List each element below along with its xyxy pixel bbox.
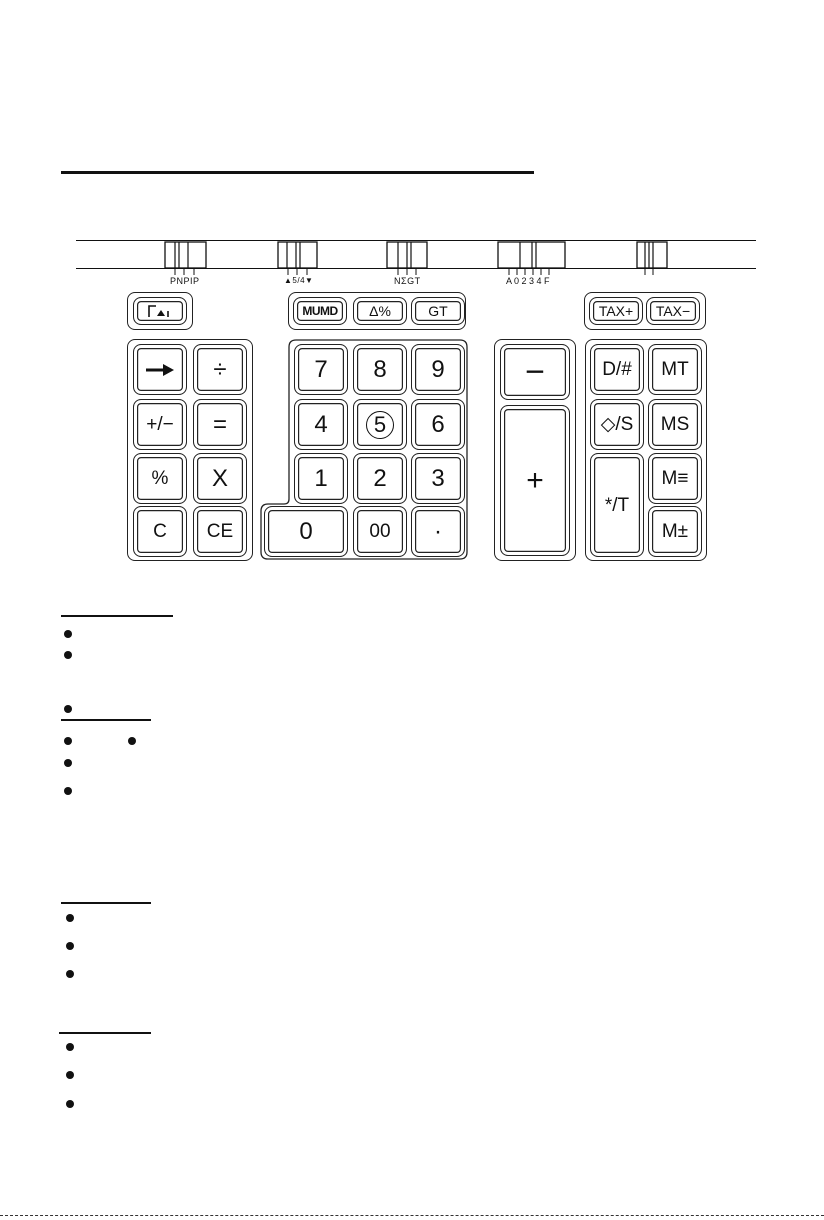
eight-key[interactable]: 8 — [353, 344, 407, 395]
bullet — [64, 737, 72, 745]
section-1-underline — [61, 615, 173, 617]
one-key[interactable]: 1 — [294, 453, 348, 504]
section-4-underline — [59, 1032, 151, 1034]
grand-total-key[interactable]: GT — [411, 297, 465, 325]
multiply-key[interactable]: X — [193, 453, 247, 504]
subtotal-key[interactable]: ◇/S — [590, 399, 644, 450]
bullet — [66, 914, 74, 922]
nine-key[interactable]: 9 — [411, 344, 465, 395]
bullet — [64, 759, 72, 767]
power-switch[interactable] — [636, 241, 670, 285]
plus-key[interactable]: + — [500, 405, 570, 556]
seven-key[interactable]: 7 — [294, 344, 348, 395]
decimal-point-key[interactable]: · — [411, 506, 465, 557]
percent-key[interactable]: % — [133, 453, 187, 504]
section-3-underline — [61, 902, 151, 904]
bullet — [64, 630, 72, 638]
title-underline — [61, 171, 534, 174]
decimal-switch-labels: A 0 2 3 4 F — [506, 276, 550, 286]
bullet — [64, 787, 72, 795]
paper-feed-icon — [147, 303, 173, 319]
zero-key[interactable]: 0 — [264, 506, 348, 557]
bullet — [128, 737, 136, 745]
memory-plus-minus-key[interactable]: M± — [648, 506, 702, 557]
bullet — [66, 970, 74, 978]
bullet — [66, 942, 74, 950]
print-switch-labels: PNPIP — [170, 276, 200, 286]
section-2-underline — [61, 719, 151, 721]
tax-minus-key[interactable]: TAX− — [646, 297, 700, 325]
page-bottom-edge — [0, 1215, 824, 1216]
clear-entry-key[interactable]: CE — [193, 506, 247, 557]
two-key[interactable]: 2 — [353, 453, 407, 504]
bullet — [66, 1043, 74, 1051]
mode-switch-labels: NΣGT — [394, 276, 421, 286]
four-key[interactable]: 4 — [294, 399, 348, 450]
bullet — [64, 705, 72, 713]
memory-subtotal-key[interactable]: MS — [648, 399, 702, 450]
right-arrow-icon — [145, 363, 175, 377]
tax-plus-key[interactable]: TAX+ — [589, 297, 643, 325]
delta-percent-key[interactable]: Δ% — [353, 297, 407, 325]
memory-equal-key[interactable]: M≡ — [648, 453, 702, 504]
bullet — [64, 651, 72, 659]
divide-key[interactable]: ÷ — [193, 344, 247, 395]
double-zero-key[interactable]: 00 — [353, 506, 407, 557]
paper-feed-key[interactable] — [133, 297, 187, 325]
five-key[interactable]: 5 — [353, 399, 407, 450]
minus-key[interactable]: − — [500, 344, 570, 400]
total-key[interactable]: */T — [590, 453, 644, 557]
rounding-switch-labels: ▲5/4▼ — [284, 276, 314, 285]
three-key[interactable]: 3 — [411, 453, 465, 504]
plus-minus-key[interactable]: +/− — [133, 399, 187, 450]
bullet — [66, 1071, 74, 1079]
mu-md-key[interactable]: MUMD — [293, 297, 347, 325]
equals-key[interactable]: = — [193, 399, 247, 450]
date-number-key[interactable]: D/# — [590, 344, 644, 395]
bullet — [66, 1100, 74, 1108]
arrow-key[interactable] — [133, 344, 187, 395]
clear-key[interactable]: C — [133, 506, 187, 557]
six-key[interactable]: 6 — [411, 399, 465, 450]
memory-total-key[interactable]: MT — [648, 344, 702, 395]
